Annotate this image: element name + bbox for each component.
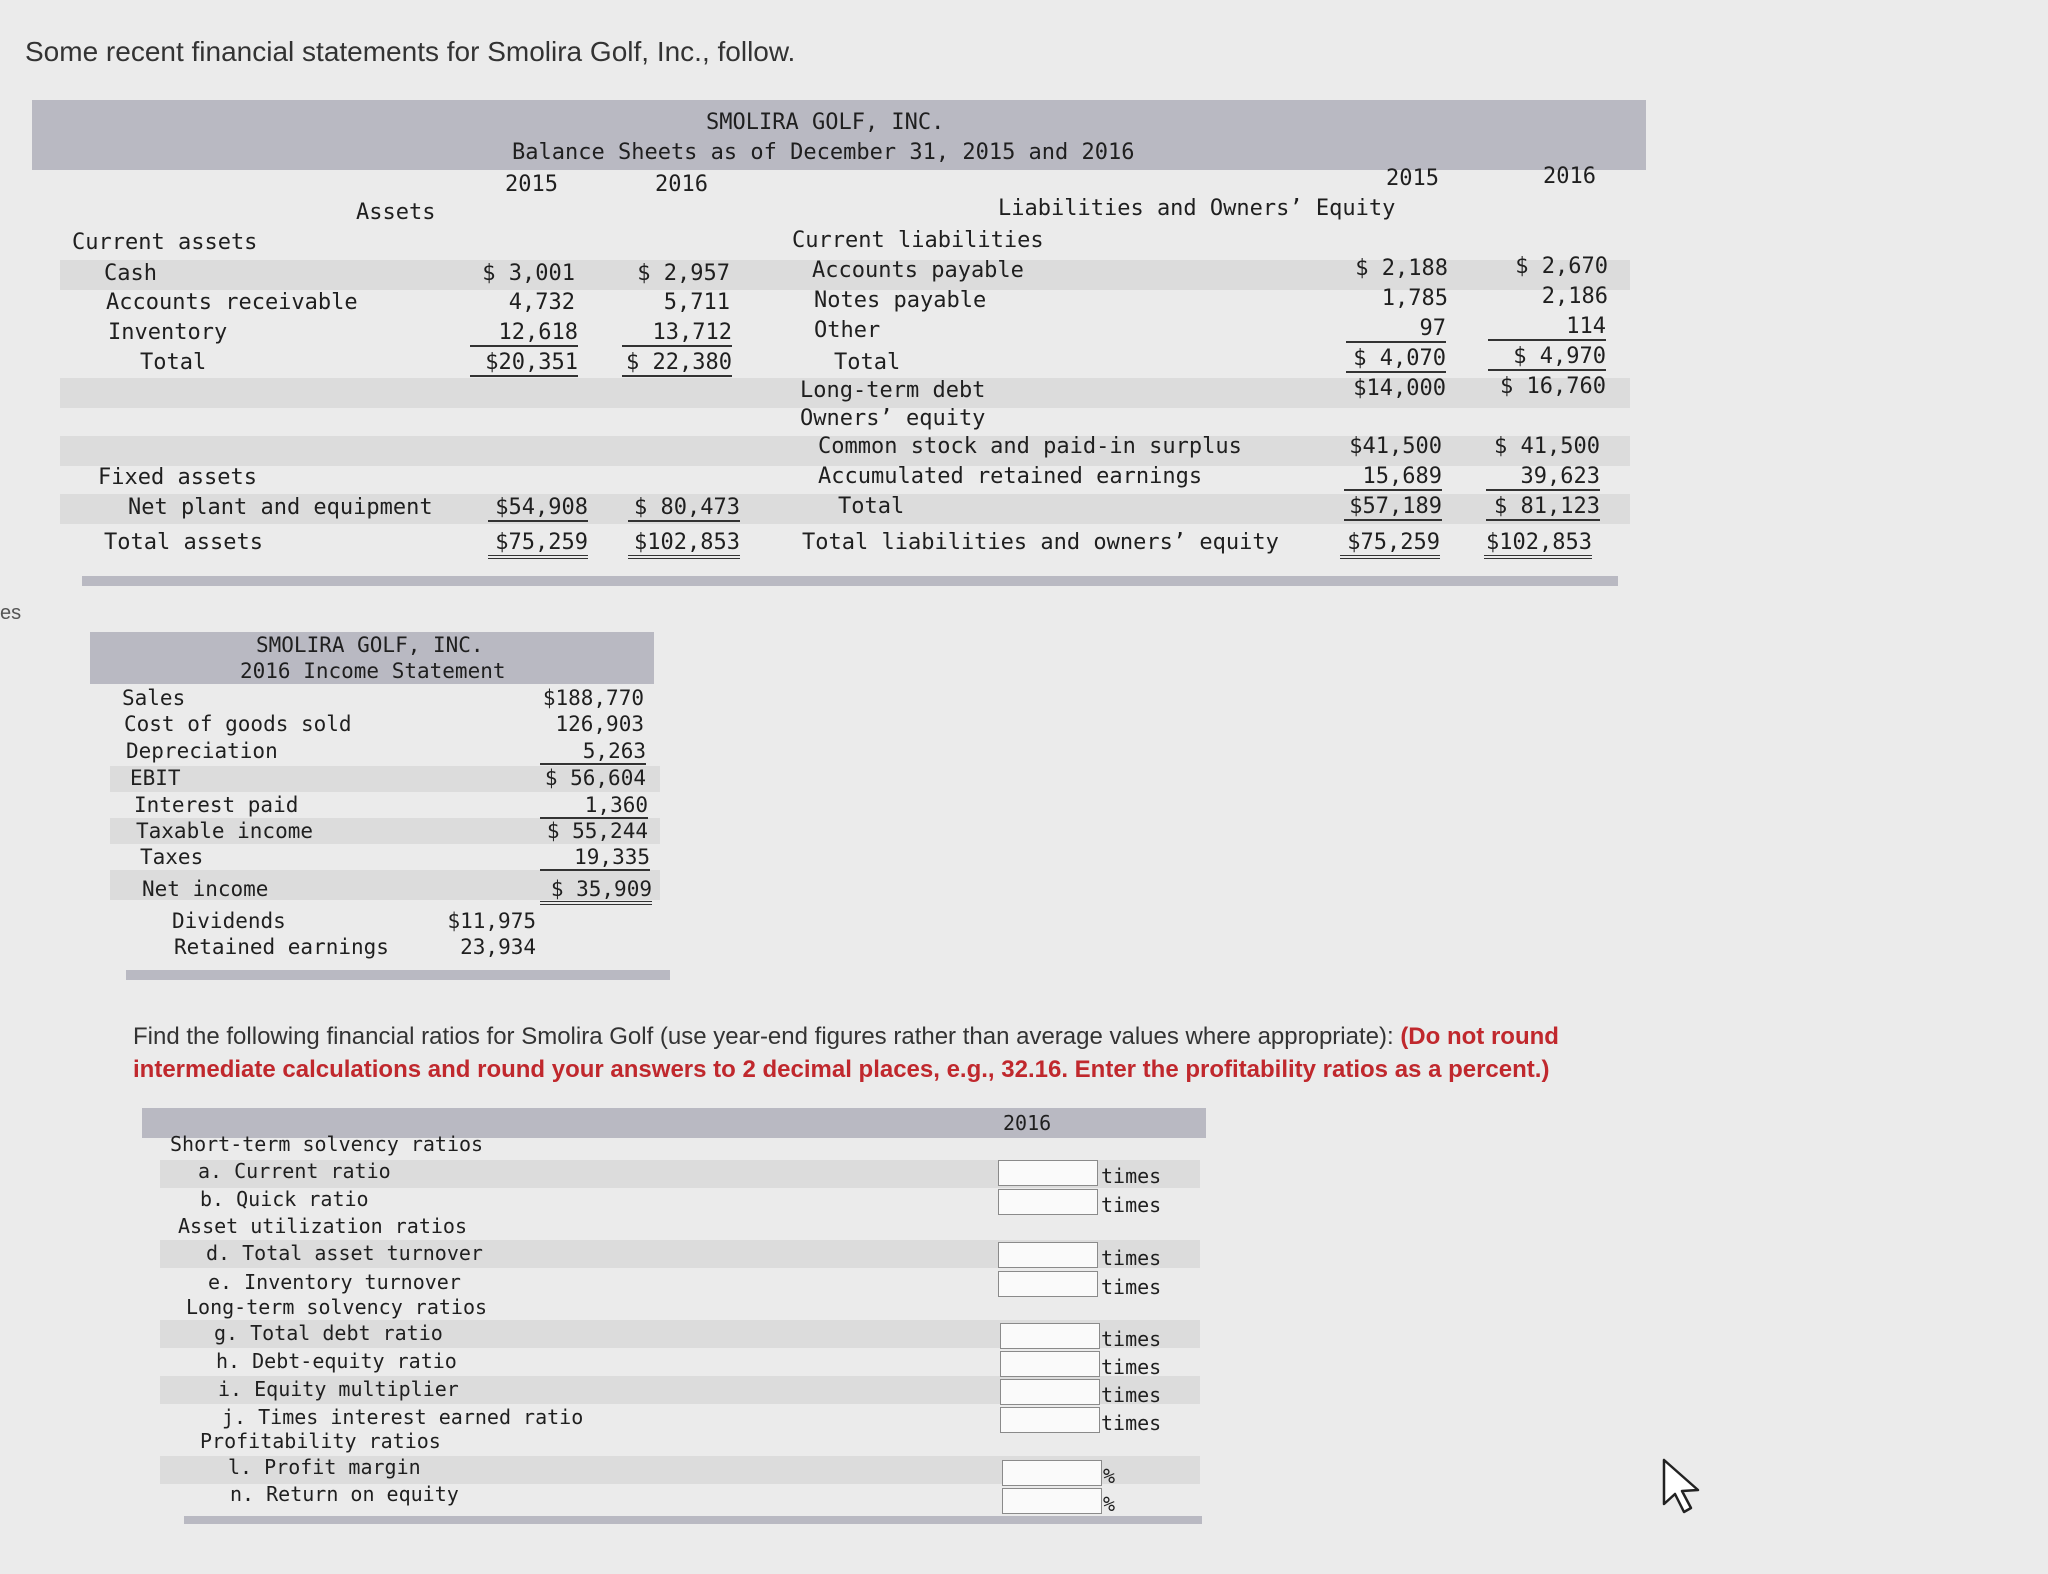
ratio-g-label: g. Total debt ratio xyxy=(214,1321,443,1345)
quick-ratio-input[interactable] xyxy=(998,1189,1098,1215)
is-cogs-value: 126,903 xyxy=(555,712,644,736)
times-interest-earned-unit: times xyxy=(1101,1411,1162,1435)
fixed-assets-label: Fixed assets xyxy=(98,465,257,490)
total-assets-2016: $102,853 xyxy=(628,530,740,559)
instructions-emphasis-2: intermediate calculations and round your answers to 2 decimal places, e.g., 32.16. Enter the profitability ratios as a percent.) xyxy=(133,1056,1550,1083)
ar-2015: 4,732 xyxy=(508,290,575,315)
ratio-j-label: j. Times interest earned ratio xyxy=(222,1405,584,1429)
is-sales-value: $188,770 xyxy=(542,686,644,710)
group-short-term: Short-term solvency ratios xyxy=(170,1132,484,1156)
ca-total-2016: $ 22,380 xyxy=(622,350,732,377)
cash-2016: $ 2,957 xyxy=(637,261,730,286)
ap-2016: $ 2,670 xyxy=(1515,254,1608,279)
np-2016: 2,186 xyxy=(1541,284,1608,309)
cl-total-2016: $ 4,970 xyxy=(1488,344,1606,371)
equity-multiplier-input[interactable] xyxy=(1000,1379,1100,1405)
liabilities-header: Liabilities and Owners’ Equity xyxy=(998,196,1396,221)
is-taxes-value: 19,335 xyxy=(540,845,650,871)
npe-2015: $54,908 xyxy=(488,495,588,522)
ca-total-label: Total xyxy=(140,350,207,375)
is-retained-value: 23,934 xyxy=(460,935,536,959)
is-net-income-label: Net income xyxy=(142,877,269,901)
mouse-cursor-icon xyxy=(1660,1456,1710,1516)
is-taxes-label: Taxes xyxy=(140,845,204,869)
is-ebit-label: EBIT xyxy=(130,766,181,790)
inventory-turnover-input[interactable] xyxy=(998,1271,1098,1297)
ratio-h-label: h. Debt-equity ratio xyxy=(216,1349,457,1373)
is-cogs-label: Cost of goods sold xyxy=(124,712,352,736)
ltd-label: Long-term debt xyxy=(800,378,986,403)
inventory-label: Inventory xyxy=(108,320,228,345)
group-profitability: Profitability ratios xyxy=(200,1429,441,1453)
is-taxable-label: Taxable income xyxy=(136,819,314,843)
ar-label: Accounts receivable xyxy=(106,290,358,315)
npe-label: Net plant and equipment xyxy=(128,495,433,520)
equity-multiplier-unit: times xyxy=(1101,1383,1162,1407)
inventory-2016: 13,712 xyxy=(622,320,732,347)
is-dividends-label: Dividends xyxy=(172,909,286,933)
is-interest-label: Interest paid xyxy=(134,793,299,817)
bs-year-2016-left: 2016 xyxy=(655,172,708,197)
ratio-i-label: i. Equity multiplier xyxy=(218,1377,459,1401)
total-asset-turnover-input[interactable] xyxy=(998,1242,1098,1268)
left-edge-text: es xyxy=(0,602,22,624)
debt-equity-ratio-unit: times xyxy=(1101,1355,1162,1379)
npe-2016: $ 80,473 xyxy=(628,495,740,522)
debt-equity-ratio-input[interactable] xyxy=(1000,1351,1100,1377)
instructions xyxy=(133,1020,1773,1086)
ca-total-2015: $20,351 xyxy=(470,350,578,377)
is-company: SMOLIRA GOLF, INC. xyxy=(256,633,484,657)
cl-total-label: Total xyxy=(834,350,901,375)
bs-company: SMOLIRA GOLF, INC. xyxy=(706,110,945,135)
ratio-a-label: a. Current ratio xyxy=(198,1159,391,1183)
profit-margin-unit: % xyxy=(1103,1464,1116,1488)
inventory-2015: 12,618 xyxy=(470,320,578,347)
ltd-2016: $ 16,760 xyxy=(1500,374,1606,399)
np-2015: 1,785 xyxy=(1381,286,1448,311)
common-stock-2016: $ 41,500 xyxy=(1494,434,1600,459)
group-asset-util: Asset utilization ratios xyxy=(178,1214,467,1238)
ap-2015: $ 2,188 xyxy=(1355,256,1448,281)
ratio-year-header: 2016 xyxy=(1003,1111,1052,1135)
common-stock-label: Common stock and paid-in surplus xyxy=(818,434,1242,459)
other-2016: 114 xyxy=(1488,314,1606,341)
cash-2015: $ 3,001 xyxy=(482,261,575,286)
total-assets-label: Total assets xyxy=(104,530,263,555)
ltd-2015: $14,000 xyxy=(1353,376,1446,401)
common-stock-2015: $41,500 xyxy=(1349,434,1442,459)
retained-earnings-2016: 39,623 xyxy=(1486,464,1600,491)
inventory-turnover-unit: times xyxy=(1101,1275,1162,1299)
oe-total-2015: $57,189 xyxy=(1344,494,1442,521)
total-assets-2015: $75,259 xyxy=(488,530,588,559)
is-title: 2016 Income Statement xyxy=(240,659,506,683)
instructions-text: Find the following financial ratios for Smolira Golf (use year-end figures rather than average values where appropriate): xyxy=(133,1023,1401,1050)
owners-equity-label: Owners’ equity xyxy=(800,406,986,431)
np-label: Notes payable xyxy=(814,288,987,313)
current-ratio-unit: times xyxy=(1101,1164,1162,1188)
return-on-equity-input[interactable] xyxy=(1002,1488,1102,1514)
tloe-2015: $75,259 xyxy=(1340,530,1440,559)
is-depreciation-value: 5,263 xyxy=(540,739,646,765)
ratio-footer-band xyxy=(184,1516,1202,1524)
cash-label: Cash xyxy=(104,261,157,286)
profit-margin-input[interactable] xyxy=(1002,1460,1102,1486)
is-interest-value: 1,360 xyxy=(540,793,648,819)
ratio-n-label: n. Return on equity xyxy=(230,1482,459,1506)
cl-total-2015: $ 4,070 xyxy=(1346,346,1446,373)
intro-text: Some recent financial statements for Smolira Golf, Inc., follow. xyxy=(25,36,796,67)
current-assets-label: Current assets xyxy=(72,230,258,255)
current-ratio-input[interactable] xyxy=(998,1160,1098,1186)
bs-year-2015-right: 2015 xyxy=(1386,166,1439,191)
instructions-emphasis-1: (Do not round xyxy=(1400,1023,1559,1050)
bs-title: Balance Sheets as of December 31, 2015 and 2016 xyxy=(512,140,1135,165)
retained-earnings-label: Accumulated retained earnings xyxy=(818,464,1203,489)
ratio-d-label: d. Total asset turnover xyxy=(206,1241,483,1265)
is-net-income-value: $ 35,909 xyxy=(540,877,652,905)
ap-label: Accounts payable xyxy=(812,258,1024,283)
income-footer-band xyxy=(126,970,670,980)
is-dividends-value: $11,975 xyxy=(447,909,536,933)
other-2015: 97 xyxy=(1346,316,1446,343)
is-sales-label: Sales xyxy=(122,686,186,710)
bs-year-2015-left: 2015 xyxy=(505,172,558,197)
assets-header: Assets xyxy=(356,200,436,225)
quick-ratio-unit: times xyxy=(1101,1193,1162,1217)
tloe-label: Total liabilities and owners’ equity xyxy=(802,530,1279,555)
is-depreciation-label: Depreciation xyxy=(126,739,278,763)
total-debt-ratio-input[interactable] xyxy=(1000,1323,1100,1349)
ratio-l-label: l. Profit margin xyxy=(228,1455,421,1479)
other-label: Other xyxy=(814,318,881,343)
is-retained-label: Retained earnings xyxy=(174,935,389,959)
return-on-equity-unit: % xyxy=(1103,1492,1116,1516)
times-interest-earned-input[interactable] xyxy=(1000,1407,1100,1433)
is-ebit-value: $ 56,604 xyxy=(544,766,646,790)
bs-year-2016-right: 2016 xyxy=(1543,164,1596,189)
ratio-b-label: b. Quick ratio xyxy=(200,1187,369,1211)
tloe-2016: $102,853 xyxy=(1484,530,1592,559)
ratio-e-label: e. Inventory turnover xyxy=(208,1270,461,1294)
current-liabilities-label: Current liabilities xyxy=(792,228,1044,253)
oe-total-label: Total xyxy=(838,494,905,519)
is-taxable-value: $ 55,244 xyxy=(546,819,648,843)
retained-earnings-2015: 15,689 xyxy=(1344,464,1442,491)
oe-total-2016: $ 81,123 xyxy=(1486,494,1600,521)
ar-2016: 5,711 xyxy=(663,290,730,315)
balance-sheet-footer-band xyxy=(82,576,1618,586)
total-debt-ratio-unit: times xyxy=(1101,1327,1162,1351)
group-long-term: Long-term solvency ratios xyxy=(186,1295,488,1319)
total-asset-turnover-unit: times xyxy=(1101,1246,1162,1270)
